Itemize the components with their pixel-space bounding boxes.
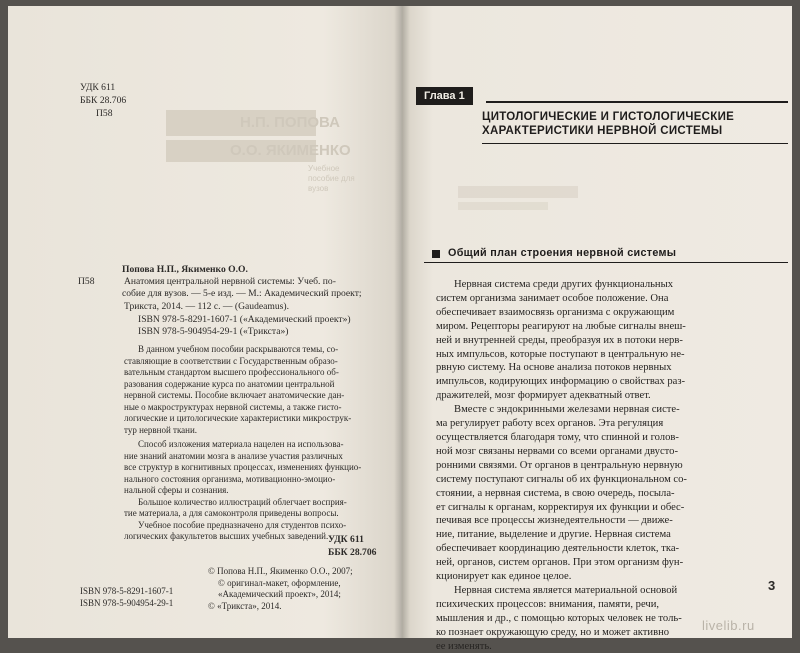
bbk-code: ББК 28.706 <box>80 95 127 106</box>
isbn-bottom <box>80 586 173 609</box>
text-line: ных импульсов, которые поступают в центральную не- <box>436 348 685 360</box>
bibliographic-record <box>124 276 396 313</box>
chapter-title-line: ХАРАКТЕРИСТИКИ НЕРВНОЙ СИСТЕМЫ <box>482 125 723 137</box>
text-line: миром. Рецепторы реагируют на любые сигналы внеш- <box>436 320 686 332</box>
show-through-band <box>458 186 578 198</box>
annotation-line: нервной системы. Пособие включает анатомические дан- <box>124 390 345 400</box>
text-line: ее изменять. <box>436 640 492 652</box>
section-bullet-icon <box>432 250 440 258</box>
annotation-line: ставляющие в соответствии с Государственным образо- <box>124 355 338 366</box>
annotation-line: ние знаний анатомии мозга в анализе участия различных <box>124 450 343 461</box>
text-line: осуществляется благодаря тому, что спинной и голов- <box>436 431 679 443</box>
section-title: Общий план строения нервной системы <box>448 247 677 259</box>
text-line: ной мозг связаны нервами со всеми органами двусто- <box>436 445 678 457</box>
text-line: обеспечивает взаимосвязь организма с окружающим <box>436 306 675 318</box>
bib-line: собие для вузов. — 5-е изд. — М.: Академический проект; <box>122 288 362 300</box>
text-line: ней и внутренней среды, преобразуя их в потоки нерв- <box>436 334 683 346</box>
authors-heading: Попова Н.П., Якименко О.О. <box>122 264 248 275</box>
udk-code: УДК 611 <box>80 82 116 93</box>
isbn-line: ISBN 978-5-904954-29-1 («Трикста») <box>138 326 289 338</box>
annotation-line: В данном учебном пособии раскрываются темы, со- <box>138 344 339 354</box>
text-line: Вместе с эндокринными железами нервная систе- <box>454 404 680 416</box>
annotation-line: тие материала, а для самоконтроля приведены вопросы. <box>124 508 339 518</box>
text-line: ма регулирует работу всех органов. Эта регуляция <box>436 418 664 430</box>
udk-code-bottom: УДК 611 <box>328 534 364 545</box>
text-line: систему поступают сигналы об их функциональном со- <box>436 473 687 485</box>
text-line: рвную систему. На основе анализа потоков нервных <box>436 362 672 374</box>
text-line: кционирует как единое целое. <box>436 571 572 583</box>
body-text <box>436 278 782 653</box>
annotation-line: Большое количество иллюстраций облегчает восприя- <box>138 496 347 507</box>
watermark: livelib.ru <box>702 618 755 633</box>
text-line: ет сигналы к органам, корректируя их функции и обес- <box>436 501 685 513</box>
copyright-line: © оригинал-макет, оформление, <box>218 577 341 588</box>
annotation <box>124 344 400 543</box>
annotation-line: все структур в когнитивных процессах, изменениях функцио- <box>124 462 362 472</box>
text-line: ко познает окружающую среду, но и может активно <box>436 626 670 638</box>
annotation-line: нальной сферы и сознания. <box>124 485 229 495</box>
left-page <box>8 6 402 638</box>
annotation-line: нального состояния организма, мотивационно-эмоцио- <box>124 473 336 484</box>
section-rule <box>424 262 788 263</box>
right-page <box>402 6 792 652</box>
text-line: печивая все процессы жизнедеятельности — движе- <box>436 515 673 527</box>
gutter-shadow <box>394 6 410 638</box>
chapter-title <box>482 110 734 138</box>
annotation-line: вательным стандартом высшего профессионального об- <box>124 367 339 377</box>
annotation-line: тур нервной ткани. <box>124 424 198 435</box>
text-line: Нервная система среди других функциональных <box>454 279 674 290</box>
annotation-line: Учебное пособие предназначено для студентов психо- <box>138 519 347 530</box>
text-line: стоянии, а нервная система, в свою очередь, посыла- <box>436 487 675 499</box>
chapter-title-line: ЦИТОЛОГИЧЕСКИЕ И ГИСТОЛОГИЧЕСКИЕ <box>482 111 735 123</box>
copyright-line: © Попова Н.П., Якименко О.О., 2007; <box>208 566 353 576</box>
text-line: обеспечивает координацию деятельности клеток, тка- <box>436 543 680 555</box>
chapter-label: Глава 1 <box>416 87 473 105</box>
chapter-rule <box>486 101 788 103</box>
chapter-label-box <box>416 86 473 104</box>
copyright-block <box>208 566 353 612</box>
show-through-text: Учебное пособие для вузов <box>308 164 355 193</box>
author-mark-side: П58 <box>78 276 95 287</box>
isbn-line: ISBN 978-5-8291-1607-1 («Академический проект») <box>138 314 351 325</box>
copyright-line: © «Трикста», 2014. <box>208 600 282 611</box>
isbn-block <box>138 314 351 339</box>
text-line: систем организма занимает особое положение. Она <box>436 292 669 304</box>
text-line: ней, органов, систем органов. При этом организм фун- <box>436 557 684 569</box>
page-number: 3 <box>768 578 776 593</box>
isbn-line: ISBN 978-5-904954-29-1 <box>80 597 174 608</box>
show-through-band <box>458 202 548 210</box>
annotation-line: логические и цитологические характеристики микрострук- <box>124 413 352 423</box>
text-line: ние, питание, выделение и другие. Нервная система <box>436 529 671 541</box>
text-line: импульсов, кодирующих информацию о свойствах раз- <box>436 376 686 388</box>
annotation-line: логических факультетов высших учебных заведений. <box>124 531 329 541</box>
text-line: мышления и др., с помощью которых человек не толь- <box>436 612 682 624</box>
show-through-text: О.О. ЯКИМЕНКО <box>230 142 351 159</box>
text-line: ронними связями. От органов в центральную нервную <box>436 459 683 471</box>
annotation-line: разования содержание курса по анатомии центральной <box>124 378 335 389</box>
author-mark: П58 <box>96 108 113 119</box>
bbk-code-bottom: ББК 28.706 <box>328 547 377 558</box>
text-line: Нервная система является материальной основой <box>454 584 678 596</box>
copyright-line: «Академический проект», 2014; <box>218 589 341 599</box>
annotation-line: ные о макроструктурах нервной системы, а также гисто- <box>124 401 342 412</box>
isbn-line: ISBN 978-5-8291-1607-1 <box>80 586 174 596</box>
annotation-line: Способ изложения материала нацелен на использова- <box>138 439 344 449</box>
text-line: психических процессов: внимания, памяти, речи, <box>436 598 660 610</box>
bib-line: Анатомия центральной нервной системы: Учеб. по- <box>124 276 336 287</box>
show-through-text: Н.П. ПОПОВА <box>240 114 340 131</box>
text-line: дражителей, мозг формирует адекватный ответ. <box>436 390 651 402</box>
bib-line: Трикста, 2014. — 112 с. — (Gaudeamus). <box>124 300 290 312</box>
book-spread <box>8 6 792 652</box>
title-rule <box>482 143 788 144</box>
